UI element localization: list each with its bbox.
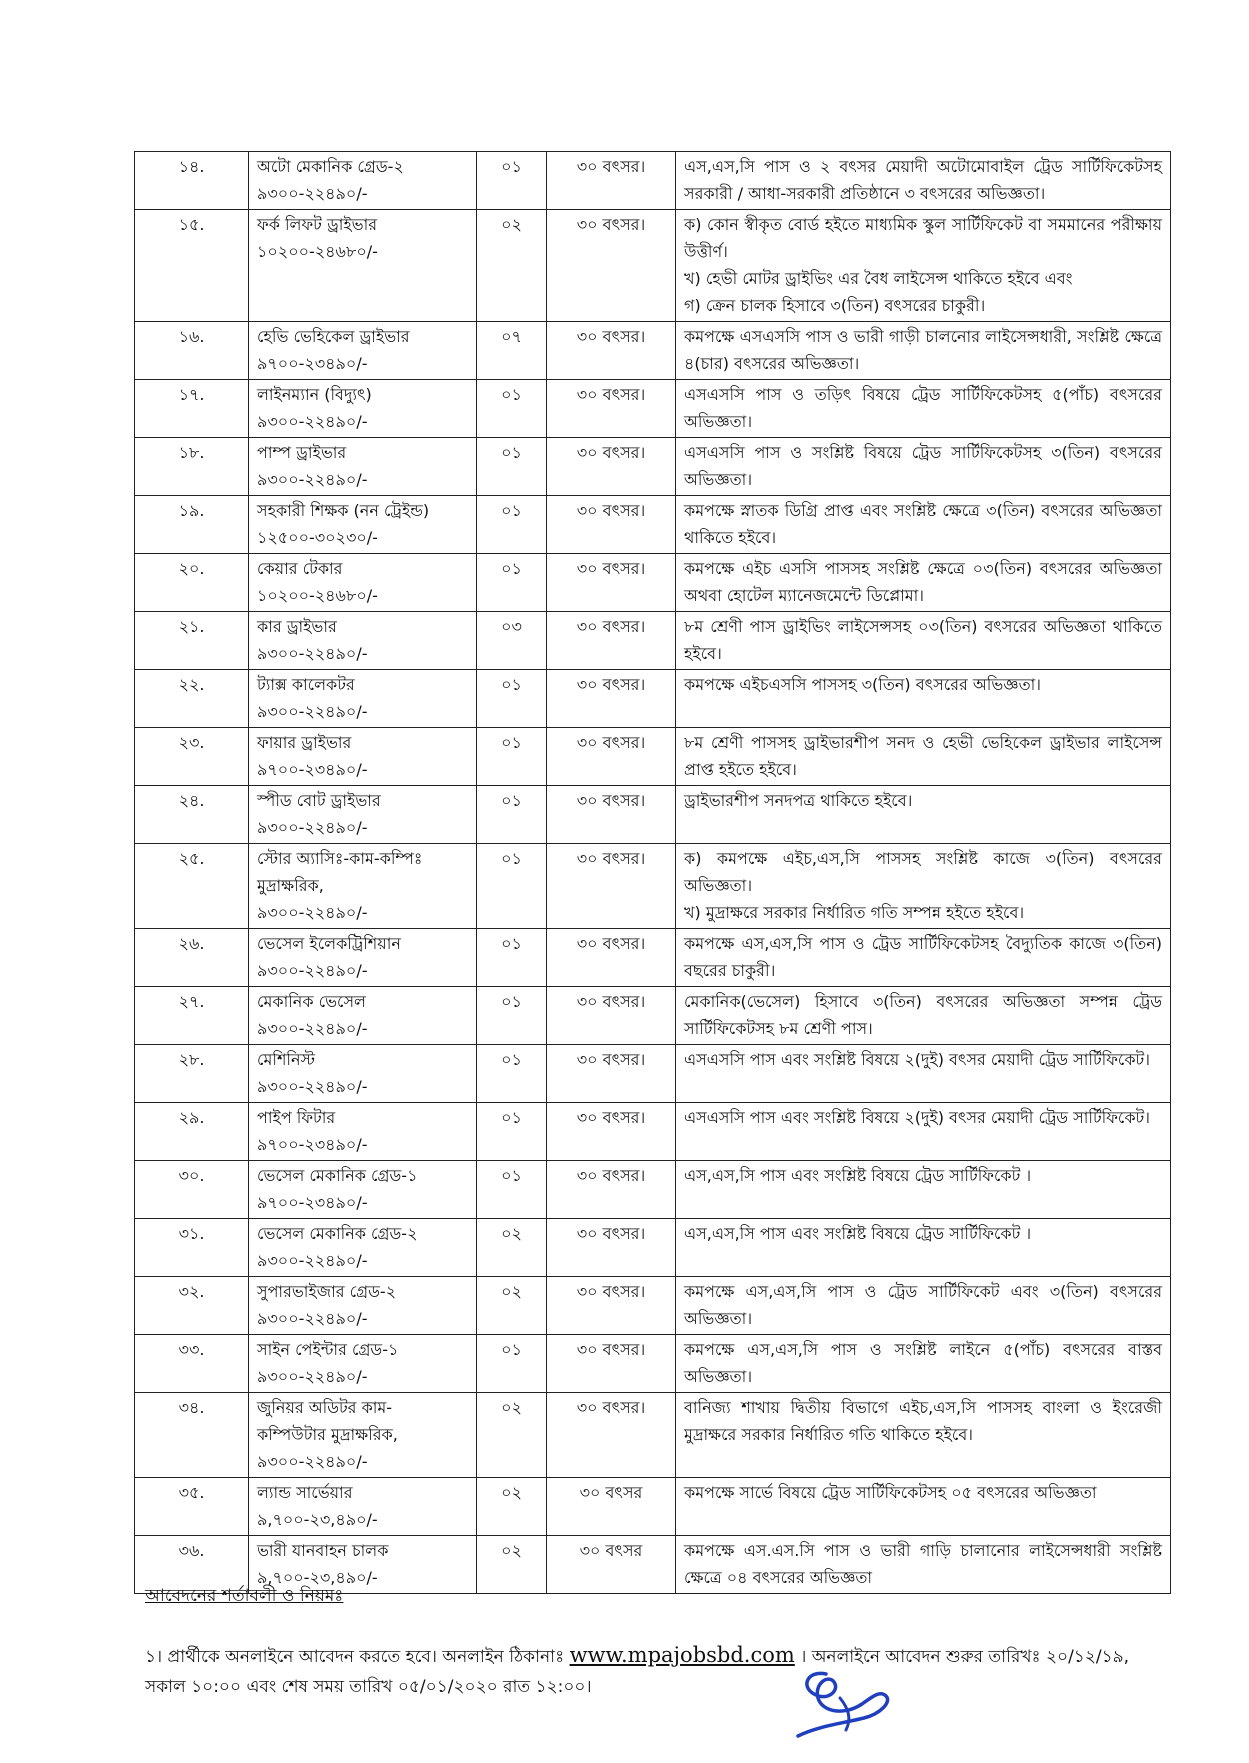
post-cell-line: জুনিয়র অডিটর কাম-	[257, 1398, 393, 1417]
post-cell-line: কেয়ার টেকার	[257, 559, 343, 578]
qualification-cell-line: কমপক্ষে এস,এস,সি পাস ও ট্রেড সার্টিফিকেটসহ বৈদ্যুতিক কাজে ৩(তিন) বছরের চাকুরী।	[684, 934, 1162, 980]
serial-cell: ৩১.	[135, 1219, 249, 1277]
qualification-cell	[676, 210, 1171, 322]
post-cell	[249, 152, 477, 210]
age-limit-cell: ৩০ বৎসর।	[547, 322, 676, 380]
age-limit-cell: ৩০ বৎসর।	[547, 1393, 676, 1478]
post-cell-line: পাম্প ড্রাইভার	[257, 443, 347, 462]
serial-cell: ৩২.	[135, 1277, 249, 1335]
post-cell-line: স্টোর অ্যাসিঃ-কাম-কম্পিঃ	[257, 849, 423, 868]
qualification-cell-line: মেকানিক(ভেসেল) হিসাবে ৩(তিন) বৎসরের অভিজ্ঞতা সম্পন্ন ট্রেড সার্টিফিকেটসহ ৮ম শ্রেণী পাস।	[684, 992, 1162, 1038]
age-limit-cell: ৩০ বৎসর।	[547, 844, 676, 929]
age-limit-cell: ৩০ বৎসর।	[547, 929, 676, 987]
post-cell-line: ৯৩০০-২২৪৯০/-	[257, 702, 368, 721]
post-cell-line: ১২৫০০-৩০২৩০/-	[257, 528, 378, 547]
post-cell-line: ৯৭০০-২৩৪৯০/-	[257, 1193, 368, 1212]
post-cell-line: ল্যান্ড সার্ভেয়ার	[257, 1483, 353, 1502]
post-cell-line: ফায়ার ড্রাইভার	[257, 733, 352, 752]
post-cell-line: ট্যাক্স কালেকটর	[257, 675, 355, 694]
vacancy-count-cell: ০১	[477, 670, 547, 728]
qualification-cell-line: বানিজ্য শাখায় দ্বিতীয় বিভাগে এইচ,এস,সি পাসসহ বাংলা ও ইংরেজী মুদ্রাক্ষরে সরকার নির্ধারিত গতি থাকিতে হইবে।	[684, 1398, 1162, 1444]
post-cell	[249, 210, 477, 322]
table-row	[135, 728, 1171, 786]
serial-cell: ১৬.	[135, 322, 249, 380]
post-cell-line: ৯৩০০-২২৪৯০/-	[257, 1077, 368, 1096]
post-cell-line: মুদ্রাক্ষরিক,	[257, 876, 324, 895]
post-cell-line: সাইন পেইন্টার গ্রেড-১	[257, 1340, 399, 1359]
post-cell	[249, 1103, 477, 1161]
serial-cell: ২৫.	[135, 844, 249, 929]
post-cell-line: ৯৩০০-২২৪৯০/-	[257, 412, 368, 431]
vacancy-count-cell: ০২	[477, 1277, 547, 1335]
table-row	[135, 1393, 1171, 1478]
serial-cell: ২২.	[135, 670, 249, 728]
serial-cell: ৩০.	[135, 1161, 249, 1219]
qualification-cell-line: কমপক্ষে এস,এস,সি পাস ও সংশ্লিষ্ট লাইনে ৫(পাঁচ) বৎসরের বাস্তব অভিজ্ঞতা।	[684, 1340, 1162, 1386]
table-row	[135, 1103, 1171, 1161]
age-limit-cell: ৩০ বৎসর।	[547, 1219, 676, 1277]
serial-cell: ৩৩.	[135, 1335, 249, 1393]
qualification-cell	[676, 496, 1171, 554]
age-limit-cell: ৩০ বৎসর।	[547, 438, 676, 496]
post-cell-line: ৯৩০০-২২৪৯০/-	[257, 818, 368, 837]
qualification-cell	[676, 1103, 1171, 1161]
vacancy-count-cell: ০১	[477, 380, 547, 438]
post-cell-line: লাইনম্যান (বিদ্যুৎ)	[257, 385, 372, 404]
post-cell-line: ভেসেল মেকানিক গ্রেড-২	[257, 1224, 418, 1243]
terms-heading: আবেদনের শর্তাবলী ও নিয়মঃ	[145, 1586, 344, 1606]
post-cell-line: কার ড্রাইভার	[257, 617, 337, 636]
age-limit-cell: ৩০ বৎসর	[547, 1536, 676, 1594]
table-row	[135, 554, 1171, 612]
vacancy-count-cell: ০২	[477, 1393, 547, 1478]
vacancy-count-cell: ০১	[477, 844, 547, 929]
vacancy-count-cell: ০২	[477, 1219, 547, 1277]
qualification-cell-line: ড্রাইভারশীপ সনদপত্র থাকিতে হইবে।	[684, 791, 913, 810]
qualification-cell-line: কমপক্ষে এইচএসসি পাসসহ ৩(তিন) বৎসরের অভিজ্ঞতা।	[684, 675, 1041, 694]
table-row	[135, 1478, 1171, 1536]
serial-cell: ৩৬.	[135, 1536, 249, 1594]
qualification-cell-line: এস,এস,সি পাস ও ২ বৎসর মেয়াদী অটোমোবাইল ট্রেড সার্টিফিকেটসহ সরকারী / আধা-সরকারী প্রতিষ্ঠানে ৩ বৎসরের অভিজ্ঞতা।	[684, 157, 1162, 203]
post-cell-line: ভেসেল ইলেকট্রিশিয়ান	[257, 934, 401, 953]
qualification-cell	[676, 438, 1171, 496]
age-limit-cell: ৩০ বৎসর।	[547, 1335, 676, 1393]
table-row	[135, 612, 1171, 670]
qualification-cell-line: কমপক্ষে এস,এস,সি পাস ও ট্রেড সার্টিফিকেট এবং ৩(তিন) বৎসরের অভিজ্ঞতা।	[684, 1282, 1162, 1328]
table-row	[135, 438, 1171, 496]
qualification-cell	[676, 728, 1171, 786]
post-cell-line: ৯৩০০-২২৪৯০/-	[257, 1251, 368, 1270]
vacancy-count-cell: ০১	[477, 728, 547, 786]
table-row	[135, 210, 1171, 322]
qualification-cell	[676, 322, 1171, 380]
post-cell-line: ৯৩০০-২২৪৯০/-	[257, 961, 368, 980]
post-cell	[249, 380, 477, 438]
qualification-cell	[676, 929, 1171, 987]
vacancy-count-cell: ০১	[477, 929, 547, 987]
post-cell	[249, 612, 477, 670]
qualification-cell	[676, 1393, 1171, 1478]
age-limit-cell: ৩০ বৎসর।	[547, 1103, 676, 1161]
post-cell-line: ১০২০০-২৪৬৮০/-	[257, 586, 378, 605]
vacancy-count-cell: ০১	[477, 554, 547, 612]
qualification-cell-line: এস,এস,সি পাস এবং সংশ্লিষ্ট বিষয়ে ট্রেড সার্টিফিকেট ।	[684, 1224, 1032, 1243]
qualification-cell	[676, 1536, 1171, 1594]
table-row	[135, 496, 1171, 554]
table-row	[135, 322, 1171, 380]
post-cell	[249, 1393, 477, 1478]
post-cell-line: মেশিনিস্ট	[257, 1050, 316, 1069]
vacancy-count-cell: ০১	[477, 786, 547, 844]
vacancy-count-cell: ০৭	[477, 322, 547, 380]
table-row	[135, 786, 1171, 844]
post-cell-line: ৯,৭০০-২৩,৪৯০/-	[257, 1568, 378, 1587]
age-limit-cell: ৩০ বৎসর	[547, 1478, 676, 1536]
signature-mark	[788, 1668, 903, 1743]
qualification-cell-line: কমপক্ষে সার্ভে বিষয়ে ট্রেড সার্টিফিকেটসহ ০৫ বৎসরের অভিজ্ঞতা	[684, 1483, 1097, 1502]
post-cell-line: ভারী যানবাহন চালক	[257, 1541, 389, 1560]
qualification-cell	[676, 1161, 1171, 1219]
qualification-cell-line: এসএসসি পাস ও তড়িৎ বিষয়ে ট্রেড সার্টিফিকেটসহ ৫(পাঁচ) বৎসরের অভিজ্ঞতা।	[684, 385, 1162, 431]
table-row	[135, 1161, 1171, 1219]
post-cell-line: ৯,৭০০-২৩,৪৯০/-	[257, 1510, 378, 1529]
post-cell	[249, 1161, 477, 1219]
post-cell	[249, 987, 477, 1045]
qualification-cell-line: কমপক্ষে স্নাতক ডিগ্রি প্রাপ্ত এবং সংশ্লিষ্ট ক্ষেত্রে ৩(তিন) বৎসরের অভিজ্ঞতা থাকিতে হইবে।	[684, 501, 1162, 547]
post-cell-line: ৯৩০০-২২৪৯০/-	[257, 1309, 368, 1328]
qualification-cell	[676, 1219, 1171, 1277]
vacancy-count-cell: ০৩	[477, 612, 547, 670]
age-limit-cell: ৩০ বৎসর।	[547, 1277, 676, 1335]
table-row	[135, 152, 1171, 210]
table-row	[135, 1277, 1171, 1335]
qualification-cell-line: এসএসসি পাস এবং সংশ্লিষ্ট বিষয়ে ২(দুই) বৎসর মেয়াদী ট্রেড সার্টিফিকেট।	[684, 1108, 1150, 1127]
age-limit-cell: ৩০ বৎসর।	[547, 1045, 676, 1103]
qualification-cell	[676, 786, 1171, 844]
serial-cell: ২৯.	[135, 1103, 249, 1161]
qualification-cell-line: খ) হেভী মোটর ড্রাইভিং এর বৈধ লাইসেন্স থাকিতে হইবে এবং	[684, 269, 1073, 288]
qualification-cell-line: খ) মুদ্রাক্ষরে সরকার নির্ধারিত গতি সম্পন্ন হইতে হইবে।	[684, 903, 1025, 922]
post-cell	[249, 1045, 477, 1103]
serial-cell: ২৩.	[135, 728, 249, 786]
post-cell	[249, 929, 477, 987]
qualification-cell	[676, 1478, 1171, 1536]
posts-table	[134, 151, 1171, 1594]
vacancy-count-cell: ০১	[477, 1335, 547, 1393]
qualification-cell	[676, 844, 1171, 929]
vacancy-count-cell: ০১	[477, 438, 547, 496]
post-cell	[249, 1335, 477, 1393]
post-cell-line: স্পীড বোট ড্রাইভার	[257, 791, 381, 810]
post-cell	[249, 1478, 477, 1536]
post-cell	[249, 496, 477, 554]
age-limit-cell: ৩০ বৎসর।	[547, 210, 676, 322]
post-cell-line: ৯৩০০-২২৪৯০/-	[257, 184, 368, 203]
vacancy-count-cell: ০২	[477, 1536, 547, 1594]
post-cell-line: ৯৩০০-২২৪৯০/-	[257, 903, 368, 922]
qualification-cell-line: কমপক্ষে এস.এস.সি পাস ও ভারী গাড়ি চালানোর লাইসেন্সধারী সংশ্লিষ্ট ক্ষেত্রে ০৪ বৎসরের অভিজ্ঞতা	[684, 1541, 1162, 1587]
age-limit-cell: ৩০ বৎসর।	[547, 152, 676, 210]
vacancy-count-cell: ০২	[477, 210, 547, 322]
vacancy-count-cell: ০১	[477, 1045, 547, 1103]
age-limit-cell: ৩০ বৎসর।	[547, 1161, 676, 1219]
post-cell-line: ৯৩০০-২২৪৯০/-	[257, 1367, 368, 1386]
vacancy-count-cell: ০১	[477, 1161, 547, 1219]
post-cell	[249, 728, 477, 786]
age-limit-cell: ৩০ বৎসর।	[547, 728, 676, 786]
post-cell-line: ৯৩০০-২২৪৯০/-	[257, 1452, 368, 1471]
age-limit-cell: ৩০ বৎসর।	[547, 612, 676, 670]
age-limit-cell: ৩০ বৎসর।	[547, 670, 676, 728]
post-cell-line: ভেসেল মেকানিক গ্রেড-১	[257, 1166, 418, 1185]
qualification-cell	[676, 987, 1171, 1045]
serial-cell: ২৭.	[135, 987, 249, 1045]
post-cell-line: সুপারভাইজার গ্রেড-২	[257, 1282, 397, 1301]
post-cell-line: ১০২০০-২৪৬৮০/-	[257, 242, 378, 261]
qualification-cell-line: কমপক্ষে এইচ এসসি পাসসহ সংশ্লিষ্ট ক্ষেত্রে ০৩(তিন) বৎসরের অভিজ্ঞতা অথবা হোটেল ম্যানেজমেন্টে ডিপ্লোমা।	[684, 559, 1162, 605]
post-cell-line: ৯৭০০-২৩৪৯০/-	[257, 760, 368, 779]
serial-cell: ২৮.	[135, 1045, 249, 1103]
qualification-cell-line: ৮ম শ্রেণী পাসসহ ড্রাইভারশীপ সনদ ও হেভী ভেহিকেল ড্রাইভার লাইসেন্স প্রাপ্ত হইতে হইবে।	[684, 733, 1162, 779]
qualification-cell	[676, 612, 1171, 670]
post-cell-line: অটো মেকানিক গ্রেড-২	[257, 157, 404, 176]
vacancy-count-cell: ০১	[477, 496, 547, 554]
age-limit-cell: ৩০ বৎসর।	[547, 380, 676, 438]
serial-cell: ১৪.	[135, 152, 249, 210]
post-cell-line: ৯৩০০-২২৪৯০/-	[257, 470, 368, 489]
post-cell-line: ফর্ক লিফট ড্রাইভার	[257, 215, 378, 234]
qualification-cell	[676, 1335, 1171, 1393]
vacancy-count-cell: ০১	[477, 152, 547, 210]
vacancy-count-cell: ০২	[477, 1478, 547, 1536]
table-row	[135, 380, 1171, 438]
post-cell	[249, 786, 477, 844]
post-cell	[249, 844, 477, 929]
vacancy-count-cell: ০১	[477, 987, 547, 1045]
serial-cell: ৩৫.	[135, 1478, 249, 1536]
age-limit-cell: ৩০ বৎসর।	[547, 554, 676, 612]
post-cell-line: কম্পিউটার মুদ্রাক্ষরিক,	[257, 1425, 398, 1444]
post-cell	[249, 1219, 477, 1277]
qualification-cell	[676, 670, 1171, 728]
post-cell-line: ৯৩০০-২২৪৯০/-	[257, 1019, 368, 1038]
qualification-cell-line: ৮ম শ্রেণী পাস ড্রাইভিং লাইসেন্সসহ ০৩(তিন) বৎসরের অভিজ্ঞতা থাকিতে হইবে।	[684, 617, 1162, 663]
qualification-cell-line: ক) কোন স্বীকৃত বোর্ড হইতে মাধ্যমিক স্কুল সার্টিফিকেট বা সমমানের পরীক্ষায় উত্তীর্ণ।	[684, 215, 1162, 261]
post-cell	[249, 438, 477, 496]
post-cell	[249, 322, 477, 380]
term-item-1-dates: । অনলাইনে আবেদন শুরুর তারিখঃ ২০/১২/১৯, সকাল ১০:০০ এবং শেষ সময় তারিখ ০৫/০১/২০২০ রাত ১২:০০।	[145, 1647, 1130, 1697]
post-cell-line: ৯৭০০-২৩৪৯০/-	[257, 354, 368, 373]
post-cell-line: হেভি ভেহিকেল ড্রাইভার	[257, 327, 410, 346]
post-cell	[249, 1277, 477, 1335]
post-cell-line: ৯৩০০-২২৪৯০/-	[257, 644, 368, 663]
posts-table-body	[135, 152, 1171, 1594]
age-limit-cell: ৩০ বৎসর।	[547, 786, 676, 844]
serial-cell: ২১.	[135, 612, 249, 670]
table-row	[135, 670, 1171, 728]
term-item-1-text: ১। প্রার্থীকে অনলাইনে আবেদন করতে হবে। অনলাইন ঠিকানাঃ	[145, 1647, 570, 1667]
application-website-link[interactable]: www.mpajobsbd.com	[569, 1643, 795, 1667]
serial-cell: ২৬.	[135, 929, 249, 987]
serial-cell: ২৪.	[135, 786, 249, 844]
qualification-cell	[676, 1277, 1171, 1335]
post-cell-line: ৯৭০০-২৩৪৯০/-	[257, 1135, 368, 1154]
post-cell	[249, 554, 477, 612]
qualification-cell-line: এসএসসি পাস এবং সংশ্লিষ্ট বিষয়ে ২(দুই) বৎসর মেয়াদী ট্রেড সার্টিফিকেট।	[684, 1050, 1150, 1069]
serial-cell: ১৭.	[135, 380, 249, 438]
table-row	[135, 844, 1171, 929]
table-row	[135, 1335, 1171, 1393]
table-row	[135, 1045, 1171, 1103]
qualification-cell	[676, 152, 1171, 210]
qualification-cell-line: গ) ক্রেন চালক হিসাবে ৩(তিন) বৎসরের চাকুরী।	[684, 296, 986, 315]
table-row	[135, 1219, 1171, 1277]
age-limit-cell: ৩০ বৎসর।	[547, 987, 676, 1045]
qualification-cell	[676, 1045, 1171, 1103]
qualification-cell-line: ক) কমপক্ষে এইচ,এস,সি পাসসহ সংশ্লিষ্ট কাজে ৩(তিন) বৎসরের অভিজ্ঞতা।	[684, 849, 1162, 895]
serial-cell: ১৯.	[135, 496, 249, 554]
qualification-cell	[676, 380, 1171, 438]
serial-cell: ২০.	[135, 554, 249, 612]
post-cell	[249, 670, 477, 728]
qualification-cell-line: এস,এস,সি পাস এবং সংশ্লিষ্ট বিষয়ে ট্রেড সার্টিফিকেট ।	[684, 1166, 1032, 1185]
table-row	[135, 987, 1171, 1045]
qualification-cell-line: কমপক্ষে এসএসসি পাস ও ভারী গাড়ী চালনোর লাইসেন্সধারী, সংশ্লিষ্ট ক্ষেত্রে ৪(চার) বৎসরের অভিজ্ঞতা।	[684, 327, 1162, 373]
term-item-1	[145, 1640, 1165, 1702]
vacancy-count-cell: ০১	[477, 1103, 547, 1161]
age-limit-cell: ৩০ বৎসর।	[547, 496, 676, 554]
serial-cell: ৩৪.	[135, 1393, 249, 1478]
qualification-cell	[676, 554, 1171, 612]
post-cell-line: পাইপ ফিটার	[257, 1108, 336, 1127]
post-cell-line: মেকানিক ভেসেল	[257, 992, 366, 1011]
serial-cell: ১৫.	[135, 210, 249, 322]
serial-cell: ১৮.	[135, 438, 249, 496]
table-row	[135, 929, 1171, 987]
post-cell-line: সহকারী শিক্ষক (নন ট্রেইন্ড)	[257, 501, 430, 520]
qualification-cell-line: এসএসসি পাস ও সংশ্লিষ্ট বিষয়ে ট্রেড সার্টিফিকেটসহ ৩(তিন) বৎসরের অভিজ্ঞতা।	[684, 443, 1162, 489]
